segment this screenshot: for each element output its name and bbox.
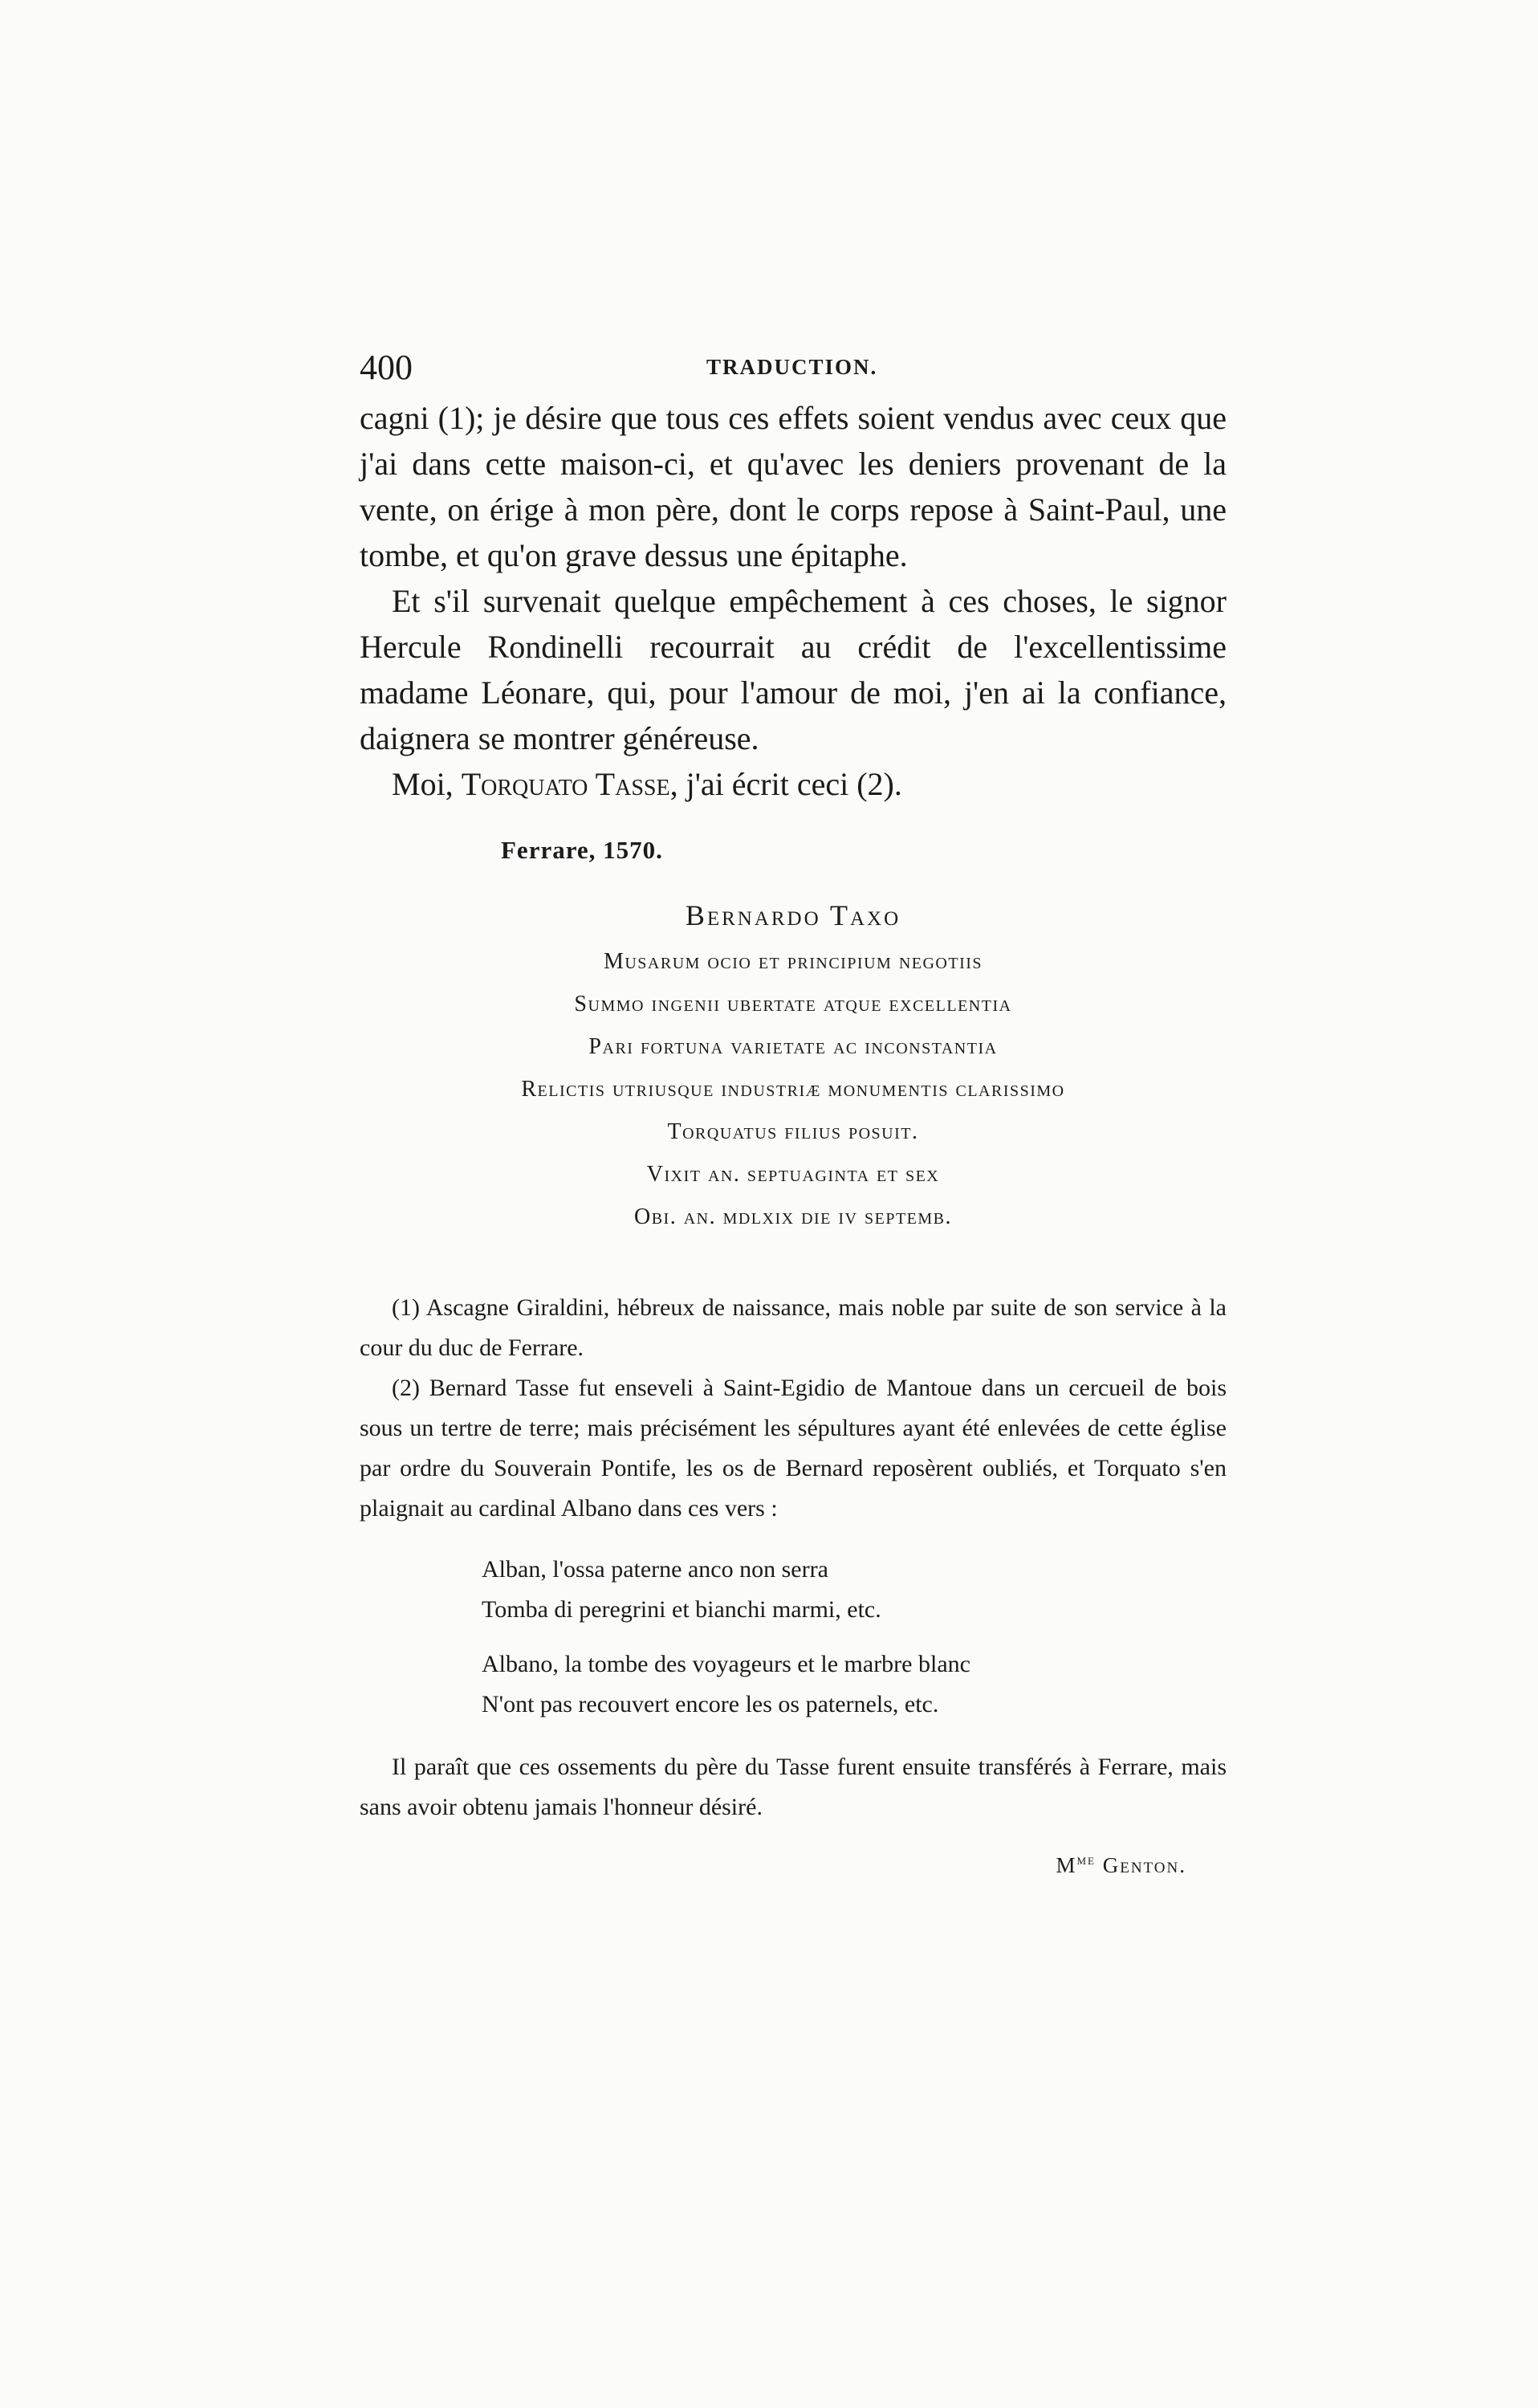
epitaph-line: Summo ingenii ubertate atque excellentia: [574, 992, 1012, 1017]
verse-line: Alban, l'ossa paterne anco non serra: [482, 1556, 828, 1583]
running-title: TRADUCTION.: [706, 355, 878, 379]
footnote-1: (1) Ascagne Giraldini, hébreux de naissance, mais noble par suite de son service à la cour du duc de Ferrare.: [360, 1294, 1227, 1361]
verse-line: Tomba di peregrini et bianchi marmi, etc.: [482, 1596, 881, 1623]
author-name: Torquato Tasse: [461, 766, 670, 802]
paragraph-continuation: cagni (1); je désire que tous ces effets soient vendus avec ceux que j'ai dans cette maison-ci, et qu'avec les deniers provenant de la vente, on érige à mon père, dont le corps repose à Saint-Paul, une tombe, et qu'on grave dessus une épitaphe.: [360, 400, 1227, 573]
translator-signature: [360, 1852, 1227, 1878]
epitaph-line: Musarum ocio et principium negotiis: [603, 949, 983, 974]
verse-french: [360, 1644, 1227, 1725]
epitaph-line: Vixit an. septuaginta et sex: [646, 1162, 940, 1187]
closing-note: Il paraît que ces ossements du père du Tasse furent ensuite transférés à Ferrare, mais sans avoir obtenu jamais l'honneur désiré.: [360, 1754, 1227, 1820]
epitaph: [360, 890, 1227, 1238]
book-page: [360, 347, 1227, 1878]
epitaph-line: Relictis utriusque industriæ monumentis clarissimo: [521, 1077, 1065, 1102]
signature-prefix: Moi,: [392, 766, 462, 802]
paragraph-signature-line: [360, 761, 1227, 807]
epitaph-line: Bernardo Taxo: [685, 899, 901, 931]
footnote-2: (2) Bernard Tasse fut enseveli à Saint-Egidio de Mantoue dans un cercueil de bois sous un tertre de terre; mais précisément les sépultures ayant été enlevées de cette église par ordre du Souverain Pontife, les os de Bernard reposèrent oubliés, et Torquato s'en plaignait au cardinal Albano dans ces vers :: [360, 1375, 1227, 1522]
epitaph-line: Obi. an. mdlxix die iv septemb.: [633, 1204, 953, 1229]
signature-initial: M: [1056, 1853, 1077, 1877]
epitaph-line: Pari fortuna varietate ac inconstantia: [588, 1034, 998, 1059]
signature-name: Genton.: [1095, 1853, 1186, 1877]
footnotes: [360, 1288, 1227, 1529]
verse-italian: [360, 1550, 1227, 1630]
dateline: Ferrare, 1570.: [501, 836, 663, 864]
paragraph: Et s'il survenait quelque empêchement à ces choses, le signor Hercule Rondinelli recourrait au crédit de l'excellentissime madame Léonare, qui, pour l'amour de moi, j'en ai la confiance, daignera se montrer généreuse.: [360, 583, 1227, 756]
verse-line: Albano, la tombe des voyageurs et le marbre blanc: [482, 1651, 970, 1677]
verse-line: N'ont pas recouvert encore les os paternels, etc.: [482, 1691, 939, 1717]
main-text: [360, 395, 1227, 807]
page-number: 400: [360, 348, 413, 387]
signature-superscript: me: [1076, 1852, 1096, 1868]
signature-suffix: , j'ai écrit ceci (2).: [669, 766, 902, 802]
epitaph-line: Torquatus filius posuit.: [667, 1119, 919, 1144]
running-head: [360, 347, 1227, 395]
